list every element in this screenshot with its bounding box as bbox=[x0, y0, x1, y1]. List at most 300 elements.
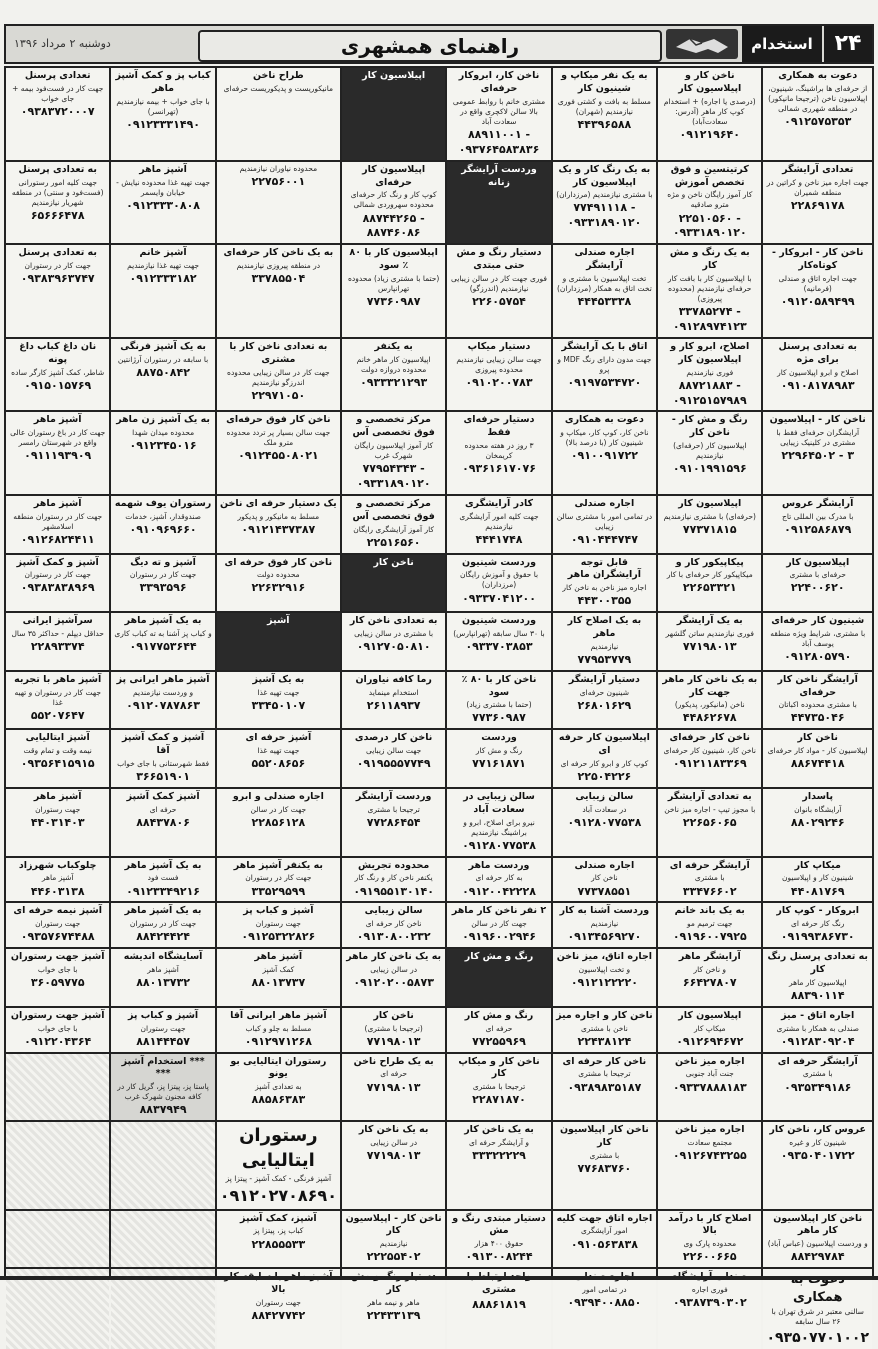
classified-ad bbox=[763, 789, 872, 856]
ad-phone: ۰۹۱۲۱۴۳۷۳۸۷ bbox=[241, 522, 316, 536]
ad-description: از حرفه‌ای ها براشینگ، شینیون، اپیلاسیون ناخن (ترجیحا مانیکور) در منطقه شهرری شمالی bbox=[768, 83, 868, 114]
ad-title: به یک رنگ کار و یک اپیلاسیون کار bbox=[558, 163, 651, 188]
ad-phone: ۸۸۶۷۴۴۱۸ bbox=[790, 757, 845, 771]
classified-ad bbox=[447, 949, 550, 1006]
classified-ad bbox=[217, 949, 340, 1006]
ad-title: دستیار میکاپ bbox=[467, 340, 531, 352]
classified-ad bbox=[217, 339, 340, 410]
ad-phone: ۰۹۱۳۰۸۰۰۲۳۲ bbox=[356, 930, 431, 944]
ad-phone: ۲۶۱۱۸۹۳۷ bbox=[366, 698, 421, 712]
classified-ad bbox=[217, 903, 340, 947]
ad-phone: ۸۸۹۱۱۰۰۱ - ۰۹۳۷۶۴۵۸۳۸۳۶ bbox=[458, 128, 540, 156]
ad-description: جهت سالن بسیار پر تردد محدوده مترو ملک bbox=[226, 428, 331, 448]
ad-phone: ۰۹۱۹۹۳۸۶۷۳۰ bbox=[780, 930, 855, 944]
ad-title: به یک رنگ و مش کار bbox=[669, 247, 750, 272]
classified-ad bbox=[6, 496, 109, 553]
ad-title: رستوران ایتالیایی bbox=[239, 1125, 318, 1171]
ad-description: شینیون کار و غیره bbox=[789, 1138, 847, 1148]
ad-phone: ۰۹۱۲۱۹۶۴۰ bbox=[679, 128, 740, 141]
ad-phone: ۴۴۰۳۱۴۰۳ bbox=[30, 815, 85, 829]
ad-title: به یک ناخن کار bbox=[464, 1124, 534, 1136]
classified-ad bbox=[111, 1122, 214, 1208]
classified-ad bbox=[763, 672, 872, 729]
ad-description: شینیون حرفه‌ای bbox=[579, 687, 629, 697]
ad-title: به تعدادی پرسنل برای مژه bbox=[778, 340, 857, 365]
ad-title: به تعدادی آرایشگر bbox=[667, 790, 752, 802]
ad-description: جهت کار در رستوران bbox=[24, 570, 91, 580]
ad-description: نیازمندیم bbox=[379, 1239, 408, 1249]
ad-title: وردست آرایشگر زنانه bbox=[461, 163, 537, 188]
classified-ad bbox=[553, 949, 656, 1006]
ad-phone: ۸۸۰۲۹۲۴۶ bbox=[790, 815, 845, 829]
ad-phone: ۰۹۳۳۷۰۳۸۵۳ bbox=[465, 640, 533, 654]
classified-ad bbox=[763, 949, 872, 1006]
ad-description: با مشتری نیازمندیم (مرزداران) bbox=[556, 190, 653, 200]
classified-ad bbox=[6, 672, 109, 729]
ad-description: جهت مدون دارای رنگ MDF و پرو bbox=[557, 354, 652, 374]
ad-description: جهت تهیه غذا نیازمندیم bbox=[127, 261, 200, 271]
ad-description: ترجیحا با مشتری bbox=[472, 1082, 526, 1092]
ad-title: آشپز حرفه ای bbox=[245, 732, 312, 744]
ad-phone: ۷۷۶۸۳۷۶۰ bbox=[577, 1162, 632, 1176]
ad-phone: ۷۷۹۵۳۷۷۹ bbox=[577, 652, 632, 666]
ad-description: در تمامی امور bbox=[582, 1285, 627, 1294]
ad-description: کوپ کار و ابرو کار حرفه ای bbox=[560, 758, 649, 768]
ad-description: میکاپیکور کار حرفه‌ای با کار bbox=[666, 570, 753, 580]
classified-ad bbox=[763, 245, 872, 337]
classified-ad bbox=[111, 412, 214, 494]
ad-title: وردست شینیون bbox=[462, 615, 537, 627]
ad-title: بالا bbox=[271, 1284, 286, 1295]
ad-title: به یک آشپز زن ماهر bbox=[116, 414, 210, 426]
page-header bbox=[4, 24, 874, 64]
classified-ad bbox=[553, 412, 656, 494]
ad-phone: ۰۹۳۳۷۰۴۱۲۰۰ bbox=[462, 591, 536, 605]
ad-title: اجاره اتاق - میز bbox=[781, 1009, 855, 1021]
ad-phone: ۰۹۱۹۵۵۵۷۷۴۹ bbox=[356, 757, 431, 771]
classified-ad bbox=[447, 903, 550, 947]
classified-ad bbox=[6, 68, 109, 160]
ad-description: با سابقه در رستوران آرژانتین bbox=[117, 354, 209, 364]
ad-description: مشتری خانم با روابط عمومی بالا سالن لاکچری واقع در سعادت آباد bbox=[452, 96, 546, 126]
classified-ad bbox=[447, 858, 550, 902]
ad-description: کوپ کار و رنگ کار حرفه‌ای محدوده سهروردی شمالی bbox=[350, 190, 437, 210]
ad-description: نیمه وقت و تمام وقت bbox=[23, 746, 92, 756]
classified-ad bbox=[111, 1269, 214, 1349]
ad-description: نیازمندیم bbox=[590, 641, 619, 651]
ad-title: وردست شینیون bbox=[462, 556, 537, 568]
classified-ad bbox=[553, 730, 656, 787]
ad-phone: ۲۲۸۹۳۳۷۴ bbox=[30, 640, 85, 654]
ad-title: میکاپ کار bbox=[794, 859, 841, 871]
classified-ad bbox=[342, 672, 445, 729]
ad-title: ابروکار - کوپ کار bbox=[776, 905, 860, 917]
classified-ad bbox=[763, 1122, 872, 1208]
ad-title: نان داغ کباب داغ پونه bbox=[19, 340, 97, 365]
classified-ad bbox=[111, 245, 214, 337]
ad-title: ناخن کار - ابروکار - کوتاه‌کار bbox=[772, 247, 864, 272]
ad-phone: ۸۸۴۲۴۴۲۴ bbox=[136, 930, 190, 944]
ad-description: در تمامی امور با مشتری سالن زیبایی bbox=[556, 511, 653, 531]
ad-phone: ۲۲۶۵۶۰۶۵ bbox=[682, 815, 737, 829]
classified-ad bbox=[447, 1269, 550, 1349]
ad-description: و وردست نیازمندیم bbox=[132, 687, 194, 697]
ad-description: ناخن کار، کوپ کار، میکاپ و شینیون کار (با درصد بالا) bbox=[560, 428, 649, 448]
classified-ad bbox=[763, 162, 872, 244]
classified-ad bbox=[553, 1269, 656, 1349]
classified-ad bbox=[217, 613, 340, 670]
classified-ad bbox=[342, 903, 445, 947]
classified-ad bbox=[553, 68, 656, 160]
ad-phone: ۳۳۳۲۲۲۲۹ bbox=[472, 1149, 526, 1163]
ad-description: جهت کار در رستوران bbox=[129, 570, 197, 580]
ad-description: جنت آباد جنوبی bbox=[685, 1069, 734, 1079]
ad-title: ناخن کار و میکاپ کار bbox=[458, 1055, 540, 1080]
ad-title: شینیون کار حرفه‌ای bbox=[771, 615, 865, 627]
ad-phone: ۷۷۲۵۵۹۶۹ bbox=[472, 1034, 526, 1048]
classified-ad bbox=[217, 789, 340, 856]
ad-description: به تعدادی آشپز bbox=[255, 1082, 302, 1092]
ad-description: ناخن کار، شینیون کار حرفه‌ای bbox=[663, 746, 756, 756]
ad-phone: ۰۹۱۲۳۳۳۱۴۹۰ bbox=[126, 117, 200, 131]
ad-description: ناخن با مشتری bbox=[580, 1023, 628, 1033]
ad-description: محدوده پارک وی bbox=[683, 1239, 737, 1249]
ad-phone: ۰۹۱۲۴۵۵۰۸۰۲۱ bbox=[238, 449, 319, 463]
classified-ad bbox=[217, 1054, 340, 1121]
classified-ad bbox=[217, 1269, 340, 1349]
classified-ad bbox=[342, 496, 445, 553]
ad-title: ۲ نفر ناخن کار ماهر bbox=[451, 905, 547, 917]
classified-ad bbox=[763, 1269, 872, 1349]
classified-ad bbox=[447, 245, 550, 337]
ad-description: در منطقه پیروزی نیازمندیم bbox=[236, 261, 321, 271]
ad-phone: ۰۹۱۲۱۲۲۲۲۰ bbox=[570, 976, 638, 990]
ad-phone: ۴۴۳۹۶۵۸۸ bbox=[577, 117, 632, 131]
ad-phone: ۰۹۳۵۳۴۹۱۸۶ bbox=[784, 1080, 852, 1094]
classified-ad bbox=[342, 162, 445, 244]
classified-ad bbox=[658, 412, 761, 494]
ad-phone: ۸۸۷۵۰۸۴۲ bbox=[136, 365, 190, 379]
ad-title: به یک طراح ناخن bbox=[353, 1055, 434, 1067]
ad-phone: ۵۵۲۰۷۶۴۷ bbox=[30, 708, 85, 722]
ad-description: جهت کلیه امور آرایشگری نیازمندیم bbox=[459, 511, 539, 531]
ad-phone: ۴۴۶۰۳۱۳۸ bbox=[30, 884, 85, 898]
ad-description: جهت ترمیم مو bbox=[686, 919, 733, 929]
ad-title: قابل توجه آرایشگران ماهر bbox=[567, 556, 642, 581]
ad-description: جهت تهیه غذا bbox=[257, 746, 300, 756]
ad-phone: ۶۵۶۶۶۴۷۸ bbox=[30, 208, 85, 222]
classified-ad bbox=[342, 245, 445, 337]
ad-phone: ۲۲۸۷۱۸۷۰ bbox=[472, 1093, 526, 1107]
ad-title: وردست bbox=[481, 732, 517, 744]
ad-phone: ۲۲۴۰۰۶۲۰ bbox=[790, 581, 845, 595]
classified-ad bbox=[6, 412, 109, 494]
ad-phone: ۰۹۱۹۶۰۰۷۹۲۵ bbox=[672, 930, 747, 944]
classified-ad bbox=[111, 672, 214, 729]
ad-description: و ناخن کار bbox=[693, 965, 727, 974]
ad-description: کباب پز، پیتزا پز bbox=[253, 1226, 304, 1236]
ad-title: آشپز ماهر با تجربه bbox=[14, 673, 102, 685]
ad-phone: ۰۹۱۱۱۹۳۹۰۹ bbox=[24, 449, 92, 463]
ad-description: با مجوز تیپ - اجاره میز ناخن bbox=[664, 804, 756, 814]
ad-title: آرایشگر عروس bbox=[782, 497, 854, 509]
classified-ad bbox=[658, 1122, 761, 1208]
ad-title: اجاره میز ناخن bbox=[674, 1124, 745, 1136]
classified-ad bbox=[658, 339, 761, 410]
classified-ad bbox=[658, 613, 761, 670]
ad-title: مرکز تخصصی و فوق تخصصی آس bbox=[352, 497, 435, 522]
ad-phone: ۲۲۹۷۱۰۵۰ bbox=[251, 388, 306, 402]
ad-phone: ۰۹۱۲۸۳۰۹۲۰۴ bbox=[780, 1034, 855, 1048]
ad-title: به یک آشپز ماهر bbox=[124, 905, 202, 917]
ad-title: پیکاپیکور کار و bbox=[675, 556, 744, 568]
classified-ad bbox=[217, 730, 340, 787]
classified-ad bbox=[342, 412, 445, 494]
classified-ad bbox=[447, 496, 550, 553]
ad-description: آرایشگاه بانوان bbox=[794, 804, 842, 814]
ad-title: آشپز ماهر bbox=[254, 951, 303, 963]
ad-phone: ۰۹۱۷۷۵۳۶۴۴ bbox=[129, 640, 197, 654]
classified-ad bbox=[763, 496, 872, 553]
ad-description: پاستا پز، پیتزا پز، گریل کار در کافه مجنون شهرک غرب bbox=[117, 1082, 209, 1102]
classified-ad bbox=[111, 339, 214, 410]
ad-phone: ۰۹۳۳۷۸۸۸۱۸۳ bbox=[672, 1080, 747, 1094]
classified-ad bbox=[342, 1054, 445, 1121]
ad-phone: ۰۹۱۰۴۴۴۷۴۷ bbox=[570, 533, 638, 546]
classified-ad bbox=[553, 1211, 656, 1268]
ad-description: با اپیلاسیون کار با بافت کار حرفه‌ای نیازمندیم (محدوده پیروزی) bbox=[667, 273, 752, 304]
ad-phone: ۲۲۵۱۰۵۶۰ - ۰۹۳۳۱۸۹۰۱۲۰ bbox=[672, 211, 747, 240]
ad-title: به یک آشپز ماهر bbox=[124, 859, 202, 871]
classified-ad bbox=[447, 555, 550, 612]
ad-phone: ۰۹۱۲۶۷۴۳۲۵۵ bbox=[672, 1149, 747, 1163]
classified-ad bbox=[447, 1122, 550, 1208]
ad-title: اصلاح، ابرو کار و اپیلاسیون کار bbox=[670, 340, 750, 365]
ad-description: جهت رستوران bbox=[35, 804, 81, 814]
ad-description: جهت کار در رستوران منطقه اسلامشهر bbox=[13, 511, 103, 531]
classified-ad bbox=[763, 339, 872, 410]
ad-title: ناخن کار اپیلاسیون کار ماهر bbox=[773, 1212, 863, 1237]
classified-ad bbox=[553, 858, 656, 902]
ad-description: میکاپ کار bbox=[693, 1023, 726, 1033]
ad-phone: ۸۸۳۷۹۴۹ bbox=[139, 1103, 187, 1117]
ad-phone: ۰۹۱۲۵۳۲۲۸۲۶ bbox=[241, 930, 316, 944]
ad-description: به کار حرفه ای bbox=[475, 873, 523, 883]
ad-description: (ترجیحا با مشتری) bbox=[364, 1023, 423, 1033]
classified-ad bbox=[763, 68, 872, 160]
ad-phone: ۲۲۵۰۴۲۲۶ bbox=[577, 770, 632, 784]
ad-description: جهت کار در رستوران و تهیه غذا bbox=[14, 687, 101, 707]
ad-title: آشپز نیمه حرفه ای bbox=[13, 905, 102, 917]
ad-phone: ۰۹۱۹۶۰۰۲۹۴۶ bbox=[462, 930, 536, 944]
classified-ad bbox=[658, 555, 761, 612]
ad-title: آشپز ماهر bbox=[33, 414, 82, 426]
ad-phone: ۰۹۱۹۵۵۱۳۰۱۴۰ bbox=[353, 884, 434, 898]
ad-phone: ۳۳۹۳۵۹۶ bbox=[139, 581, 187, 595]
ad-phone: ۰۹۱۲۸۰۷۷۵۳۸ bbox=[462, 838, 536, 852]
classified-ad bbox=[763, 858, 872, 902]
ad-description: آشپز ماهر bbox=[147, 965, 179, 974]
classified-ad bbox=[553, 613, 656, 670]
ad-title: اجاره صندلی bbox=[574, 859, 635, 871]
ad-phone: ۰۹۱۲۵۸۶۸۷۹ bbox=[784, 522, 852, 536]
ad-title: ناخن کار فوق حرفه ای bbox=[224, 556, 333, 568]
classified-ad bbox=[658, 949, 761, 1006]
footer-rule bbox=[0, 1276, 878, 1280]
classified-ad bbox=[553, 245, 656, 337]
ad-title: کادر آرایشگری bbox=[464, 497, 534, 509]
classified-ad bbox=[447, 339, 550, 410]
classified-ad bbox=[342, 339, 445, 410]
classified-ad bbox=[658, 1211, 761, 1268]
ad-description: جهت کار در باغ رستوران عالی واقع در شهرستان رامسر bbox=[10, 428, 106, 448]
ad-title: یک دستیار حرفه ای ناخن bbox=[219, 497, 337, 509]
ad-description: ناخن کار bbox=[591, 873, 618, 883]
ad-phone: ۰۹۱۲۰۲۰۰۵۸۷۳ bbox=[353, 976, 434, 990]
ad-title: اجاره صندلی آرایشگر bbox=[574, 247, 635, 272]
ad-title: رستوران ایتالیایی بو یونو bbox=[230, 1055, 327, 1080]
classified-ad bbox=[447, 672, 550, 729]
classified-ad bbox=[658, 730, 761, 787]
classified-ad bbox=[553, 162, 656, 244]
ad-phone: ۰۹۱۹۷۵۳۴۷۲۰ bbox=[567, 376, 642, 389]
ad-description: اپیلاسیون کار ماهر bbox=[788, 977, 847, 987]
ad-title: آرایشگر حرفه ای bbox=[777, 1055, 858, 1067]
ad-phone: ۰۹۱۳۰۰۸۲۴۴ bbox=[465, 1250, 533, 1264]
ad-phone: ۰۹۱۲۵۷۵۳۵۳ bbox=[784, 115, 852, 129]
ad-phone: ۸۸۰۱۳۷۳۷ bbox=[251, 976, 306, 990]
classified-ad bbox=[447, 162, 550, 244]
ad-phone: ۸۸۴۳۷۸۰۶ bbox=[136, 815, 190, 829]
ad-phone: ۸۸۰۱۳۷۳۲ bbox=[136, 976, 190, 990]
classified-ad bbox=[6, 245, 109, 337]
ad-title: آرایشگر ماهر bbox=[678, 951, 741, 963]
ad-title: آشپز و ته دیگ bbox=[130, 556, 196, 568]
classified-ad bbox=[6, 1122, 109, 1208]
ad-phone: ۲۲۸۶۹۱۷۸ bbox=[790, 198, 845, 212]
ad-phone: ۷۷۳۶۰۹۸۷ bbox=[366, 295, 421, 309]
ad-phone: ۰۹۱۲۶۸۲۴۴۱۱ bbox=[20, 533, 95, 546]
ad-phone: ۷۷۱۹۸۰۱۳ bbox=[366, 1149, 421, 1163]
ad-phone: ۴۴۳۰۰۳۵۵ bbox=[577, 594, 632, 608]
ad-title: به تعدادی پرسنل bbox=[18, 163, 97, 175]
ad-title: همکاری bbox=[792, 1289, 843, 1305]
ad-description: (حتما با مشتری زیاد) bbox=[466, 700, 532, 710]
ad-description: حرفه‌ای با مشتری bbox=[789, 570, 846, 580]
ad-title: سالن زیبایی bbox=[364, 905, 423, 917]
ad-description: ناخن (مانیکور، پدیکور) bbox=[674, 700, 745, 710]
ad-description: جهت سالن زیبایی نیازمندیم محدوده پیروزی bbox=[456, 354, 542, 374]
ad-phone: ۸۸۴۲۷۷۴۲ bbox=[251, 1308, 306, 1322]
ad-description: مسلط به بافت و کشتی فوری نیازمندیم (شهران) bbox=[557, 96, 651, 116]
classified-ad bbox=[6, 789, 109, 856]
ad-title: ناخن کار فوق حرفه‌ای bbox=[226, 414, 331, 426]
classified-ad bbox=[111, 949, 214, 1006]
ad-title: آشپز و کمک آشپز آقا bbox=[121, 732, 205, 757]
ad-description: مجتمع سعادت bbox=[687, 1138, 732, 1148]
ad-description: ترجیحا با مشتری bbox=[578, 1069, 631, 1079]
ad-title: ناخن کار bbox=[797, 732, 838, 744]
ad-phone: ۷۷۳۷۱۸۱۵ bbox=[682, 522, 737, 536]
ad-description: فقط شهرستانی با جای خواب bbox=[117, 758, 210, 768]
classified-ad bbox=[763, 903, 872, 947]
ad-phone: ۸۸۳۹۰۱۱۴ bbox=[790, 988, 845, 1002]
ad-description: اپیلاسیون کار - مواد کار حرفه‌ای bbox=[767, 746, 868, 756]
ad-title: آشپز جهت رستوران bbox=[10, 1009, 105, 1021]
ad-title: ناخن کار - اپیلاسیون کار bbox=[345, 1212, 442, 1237]
ad-description: آرایشگران حرفه‌ای فقط با مشتری در کلینیک زیبایی bbox=[776, 428, 860, 448]
classified-ad bbox=[658, 496, 761, 553]
classified-ad bbox=[217, 1211, 340, 1268]
ad-title: ناخن کار و اجاره میز bbox=[556, 1009, 653, 1021]
ad-title: اپیلاسیون کار bbox=[678, 1009, 742, 1021]
ad-title: آشپز bbox=[267, 615, 290, 627]
ad-description: و کباب پز آشنا به ته کباب کاری bbox=[114, 628, 212, 638]
handshake-icon bbox=[666, 29, 738, 59]
ad-title: به یک اصلاح کار ماهر bbox=[567, 615, 642, 639]
ad-title: ناخن کار با ۸۰ ٪ سود bbox=[461, 673, 537, 698]
classified-ad bbox=[217, 1008, 340, 1052]
ad-phone: ۰۹۱۲۸۰۷۷۵۳۸ bbox=[567, 815, 642, 829]
ad-title: آشپز ماهر ایرانی آقا bbox=[230, 1009, 327, 1021]
ad-title: به یک آشپز bbox=[252, 673, 305, 685]
ad-title: به یک ناخن کار حرفه‌ای bbox=[223, 247, 334, 259]
ad-title: مرکز تخصصی و فوق تخصصی آس bbox=[352, 414, 435, 439]
ad-description: با مشتری محدوده اکباتان bbox=[778, 700, 857, 710]
ad-description: جهت کار در سالن زیبایی محدوده اندرزگو نیازمندیم bbox=[227, 367, 330, 387]
classified-ad bbox=[6, 949, 109, 1006]
classified-ad bbox=[342, 1122, 445, 1208]
ad-title: *** استخدام آشپز *** bbox=[121, 1055, 205, 1080]
ad-description: شینیون کار و اپیلاسیون bbox=[781, 873, 854, 883]
ad-description: (حتما با مشتری زیاد) محدوده تهرانپارس bbox=[347, 273, 440, 293]
ad-phone: ۲۲۶۳۲۹۱۶ bbox=[251, 581, 306, 595]
ad-title: ناخن کار اپیلاسیون کار bbox=[559, 1124, 649, 1149]
classified-ad bbox=[553, 1054, 656, 1121]
classified-ad bbox=[6, 339, 109, 410]
classified-ad bbox=[6, 1008, 109, 1052]
ad-title: آشپز و کمک آشپز bbox=[16, 556, 99, 568]
ad-title: طراح ناخن bbox=[252, 70, 304, 81]
classified-ad bbox=[763, 412, 872, 494]
classified-ad bbox=[217, 555, 340, 612]
ad-description: جهت اجاره اتاق و صندلی (فرمانیه) bbox=[778, 273, 857, 293]
ad-phone: ۰۹۳۸۳۸۳۸۹۶۹ bbox=[20, 581, 95, 595]
classified-ad bbox=[217, 496, 340, 553]
ad-description: ماهر و نیمه ماهر bbox=[367, 1297, 420, 1307]
ad-description: جهت تهیه غذا محدوده نیایش - خیابان وایسمر bbox=[116, 177, 210, 197]
ad-description: در سعادت آباد bbox=[582, 804, 627, 814]
ad-phone: ۰۹۱۲۸۰۵۷۹۰ bbox=[784, 650, 852, 664]
ad-title: اجاره صندلی و ابرو bbox=[232, 790, 324, 802]
ad-title: به یک نفر میکاپ و شینیون کار bbox=[561, 70, 648, 94]
classified-ad bbox=[111, 858, 214, 902]
ad-title: تعدادی آرایشگر bbox=[782, 163, 854, 175]
classified-ad bbox=[111, 789, 214, 856]
ad-title: وردست آشنا به کار bbox=[559, 905, 650, 917]
ad-phone: ۰۹۱۲۲۰۴۳۶۴ bbox=[24, 1034, 92, 1048]
ad-phone: ۴۴۴۱۷۴۸ bbox=[475, 533, 523, 546]
classified-ad bbox=[6, 613, 109, 670]
ad-phone: ۰۹۱۲۰۲۷۰۸۶۹۰ bbox=[219, 1186, 337, 1205]
ad-description: (درصدی یا اجاره) + استخدام کوپ کار ماهر (آدرس: سعادت‌آباد) bbox=[663, 96, 756, 126]
ad-title: به یک ناخن کار ماهر جهت کار bbox=[662, 673, 758, 698]
classified-ad bbox=[111, 496, 214, 553]
ad-phone: ۸۸۷۴۴۲۶۵ - ۸۸۷۴۶۰۸۶ bbox=[362, 211, 425, 240]
ad-title: به یک باند خانم bbox=[674, 905, 745, 917]
ad-title: به یکنفر آشپز ماهر bbox=[233, 859, 324, 871]
ad-description: نیازمندیم bbox=[590, 919, 619, 929]
